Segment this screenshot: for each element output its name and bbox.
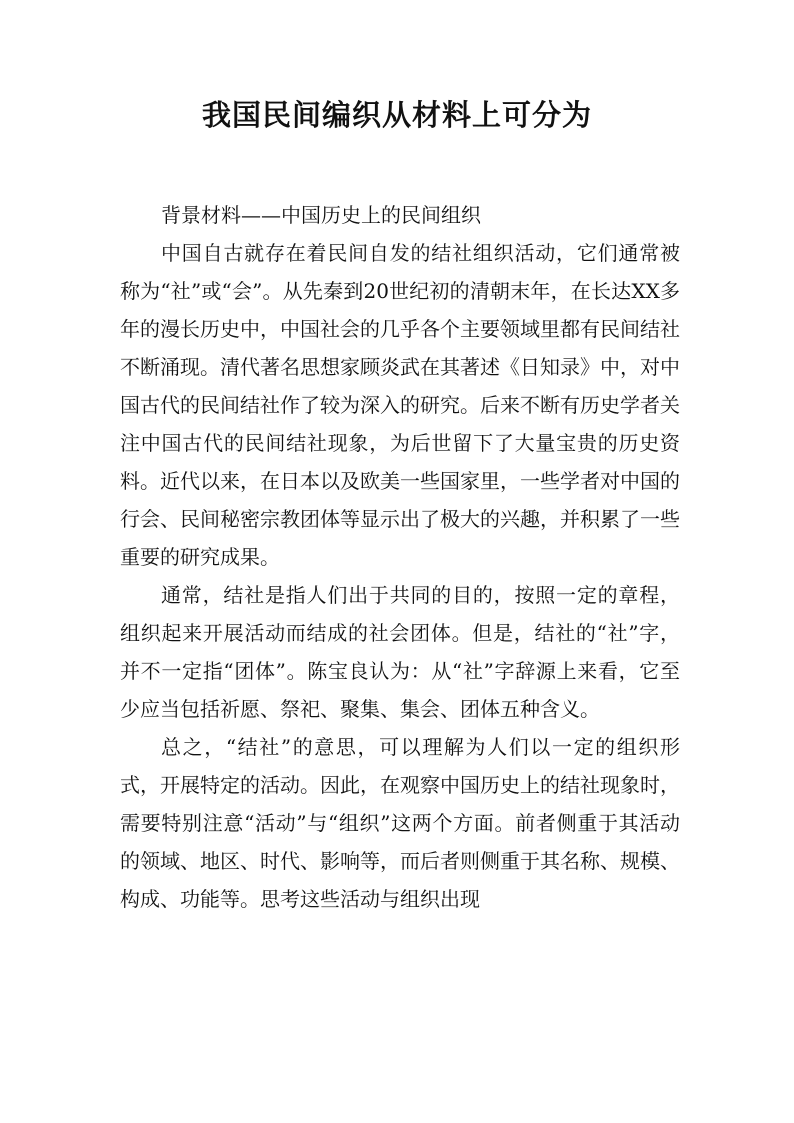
paragraph-1: 中国自古就存在着民间自发的结社组织活动，它们通常被称为“社”或“会”。从先秦到20世纪初的清朝末年，在长达XX多年的漫长历史中，中国社会的几乎各个主要领域里都有民间结社不断涌现。清代著名思想家顾炎武在其著述《日知录》中，对中国古代的民间结社作了较为深入的研究。后来不断有历史学者关注中国古代的民间结社现象，为后世留下了大量宝贵的历史资料。近代以来，在日本以及欧美一些国家里，一些学者对中国的行会、民间秘密宗教团体等显示出了极大的兴趣，并积累了一些重要的研究成果。	[120, 241, 680, 569]
paragraph-2: 通常，结社是指人们出于共同的目的，按照一定的章程，组织起来开展活动而结成的社会团体。但是，结社的“社”字，并不一定指“团体”。陈宝良认为：从“社”字辞源上来看，它至少应当包括祈愿、祭祀、聚集、集会、团体五种含义。	[120, 583, 680, 721]
document-body	[120, 196, 680, 918]
section-subheading: 背景材料——中国历史上的民间组织	[161, 203, 481, 227]
document-title: 我国民间编织从材料上可分为	[201, 98, 592, 132]
paragraph-3: 总之，“结社”的意思，可以理解为人们以一定的组织形式，开展特定的活动。因此，在观察中国历史上的结社现象时，需要特别注意“活动”与“组织”这两个方面。前者侧重于其活动的领域、地区、时代、影响等，而后者则侧重于其名称、规模、构成、功能等。思考这些活动与组织出现	[120, 735, 680, 911]
